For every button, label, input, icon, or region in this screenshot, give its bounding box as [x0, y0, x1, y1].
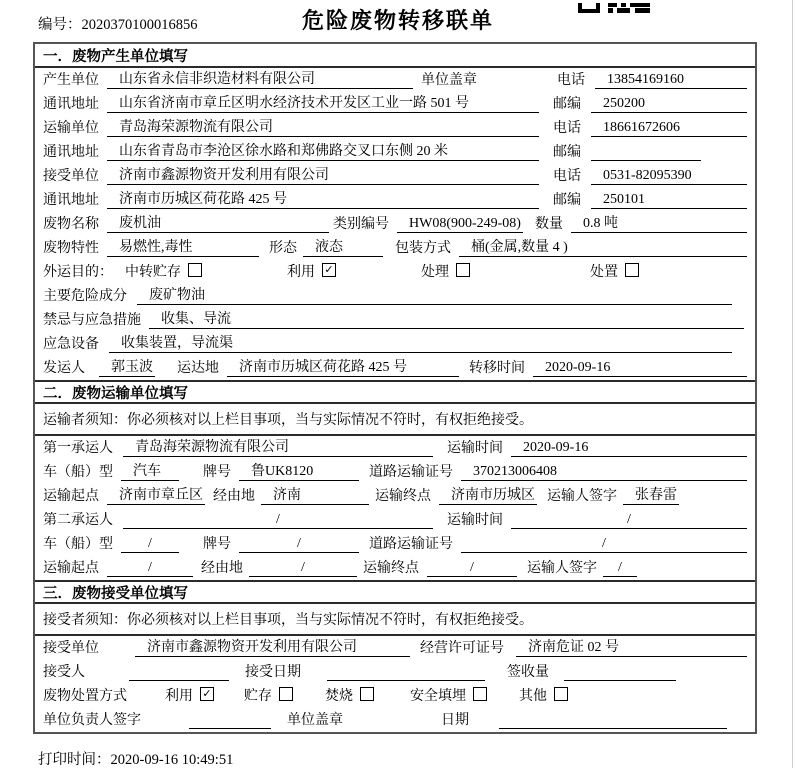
field-label: 废物名称	[43, 217, 99, 232]
manifest-form-table	[33, 42, 757, 734]
field-label: 禁忌与应急措施	[43, 313, 141, 328]
field-label: 运输时间	[447, 513, 503, 528]
checkbox-field	[325, 685, 374, 705]
field-value: /	[123, 512, 433, 529]
field-value: 汽车	[121, 460, 179, 481]
checkbox-field	[244, 685, 293, 705]
field-label: 电话	[557, 73, 585, 88]
checkbox-label: 处置	[590, 265, 618, 280]
field-label: 电话	[553, 169, 581, 184]
page-edge-line	[792, 0, 793, 768]
field-value: 济南市鑫源物资开发利用有限公司	[107, 164, 539, 185]
form-row	[35, 140, 755, 164]
print-time	[38, 748, 233, 768]
field-value: 山东省永信非织造材料有限公司	[107, 68, 413, 89]
field-value: 鲁UK8120	[239, 460, 359, 481]
notice-text: 运输者须知：你必须核对以上栏目事项，当与实际情况不符时，有权拒绝接受。	[43, 413, 533, 428]
checkbox-field	[125, 261, 202, 281]
checkbox-label: 利用	[165, 689, 193, 704]
field-label: 车（船）型	[43, 465, 113, 480]
field-value: 济南危证 02 号	[516, 636, 747, 657]
form-row	[35, 308, 755, 332]
form-row	[35, 660, 755, 684]
notice-text: 接受者须知：你必须核对以上栏目事项，当与实际情况不符时，有权拒绝接受。	[43, 613, 533, 628]
field-label: 接受单位	[43, 169, 99, 184]
page-title: 危险废物转移联单	[301, 8, 494, 33]
field-label: 产生单位	[43, 73, 99, 88]
notice-row	[35, 404, 755, 436]
field-label: 运输人签字	[547, 489, 617, 504]
field-label: 电话	[553, 121, 581, 136]
form-row	[35, 436, 755, 460]
field-label: 经由地	[213, 489, 255, 504]
checkbox-label: 安全填埋	[410, 689, 466, 704]
notice-row	[35, 604, 755, 636]
field-label: 接受日期	[245, 665, 301, 680]
checkbox-checked-icon: ✓	[322, 263, 336, 277]
field-label: 运达地	[177, 361, 219, 376]
field-value: /	[511, 512, 747, 529]
checkbox-field	[165, 685, 214, 705]
field-value: /	[249, 560, 357, 577]
field-label: 通讯地址	[43, 97, 99, 112]
field-value: 收集装置，导流渠	[109, 332, 732, 353]
checkbox-checked-icon: ✓	[200, 687, 214, 701]
field-label: 运输单位	[43, 121, 99, 136]
field-value: 青岛海荣源物流有限公司	[123, 436, 433, 457]
field-label: 废物特性	[43, 241, 99, 256]
checkbox-label: 焚烧	[325, 689, 353, 704]
checkbox-field	[590, 261, 639, 281]
checkbox-field	[421, 261, 470, 281]
form-row	[35, 260, 755, 284]
checkbox-label: 处理	[421, 265, 449, 280]
field-label: 道路运输证号	[369, 537, 453, 552]
form-row	[35, 708, 755, 732]
form-row	[35, 556, 755, 580]
checkbox-field	[410, 685, 487, 705]
checkbox-unchecked-icon	[473, 687, 487, 701]
form-row	[35, 332, 755, 356]
field-label: 经由地	[201, 561, 243, 576]
section-header	[35, 580, 755, 604]
section-title: 三．废物接受单位填写	[43, 585, 188, 602]
field-label: 运输终点	[363, 561, 419, 576]
form-row	[35, 636, 755, 660]
checkbox-unchecked-icon	[625, 263, 639, 277]
field-value	[564, 664, 676, 681]
field-value: 0.8 吨	[571, 212, 747, 233]
section-title: 一．废物产生单位填写	[43, 48, 188, 65]
field-value: 0531-82095390	[591, 168, 747, 185]
field-value: 济南市鑫源物资开发利用有限公司	[135, 636, 410, 657]
field-label: 签收量	[507, 665, 549, 680]
checkbox-label: 利用	[287, 265, 315, 280]
checkbox-field	[519, 685, 568, 705]
doc-number-value: 2020370100016856	[81, 17, 198, 33]
field-value: 济南市历城区荷花路 425 号	[227, 356, 459, 377]
print-time-value: 2020-09-16 10:49:51	[110, 752, 234, 768]
field-label: 第一承运人	[43, 441, 113, 456]
field-value: 济南市历城区荷花路 425 号	[107, 188, 539, 209]
field-label: 通讯地址	[43, 145, 99, 160]
field-value: /	[427, 560, 517, 577]
form-row	[35, 164, 755, 188]
field-value: 液态	[303, 236, 383, 257]
form-row	[35, 188, 755, 212]
section-header	[35, 44, 755, 68]
field-value	[189, 712, 271, 729]
field-value: 废机油	[107, 212, 329, 233]
form-row	[35, 684, 755, 708]
field-value: 2020-09-16	[511, 440, 747, 457]
form-row	[35, 532, 755, 556]
field-label: 经营许可证号	[420, 641, 504, 656]
form-row	[35, 284, 755, 308]
field-value: 废矿物油	[137, 284, 732, 305]
form-row	[35, 236, 755, 260]
section-header	[35, 380, 755, 404]
field-value: 2020-09-16	[533, 360, 747, 377]
field-label: 包装方式	[395, 241, 451, 256]
checkbox-field	[287, 261, 336, 281]
field-value	[499, 712, 727, 729]
checkbox-label: 贮存	[244, 689, 272, 704]
field-label: 牌号	[203, 537, 231, 552]
form-row	[35, 508, 755, 532]
form-row	[35, 116, 755, 140]
doc-number-label: 编号：	[38, 17, 82, 33]
field-value: /	[121, 536, 179, 553]
field-value: 收集、导流	[149, 308, 744, 329]
field-value	[591, 144, 701, 161]
field-label: 第二承运人	[43, 513, 113, 528]
field-value: 张春雷	[623, 484, 679, 505]
field-label: 邮编	[553, 97, 581, 112]
field-label: 外运目的：	[43, 265, 113, 280]
field-label: 通讯地址	[43, 193, 99, 208]
field-label: 主要危险成分	[43, 289, 127, 304]
section-title: 二．废物运输单位填写	[43, 385, 188, 402]
field-value: 济南市历城区	[439, 484, 537, 505]
field-label: 运输起点	[43, 561, 99, 576]
field-value: /	[239, 536, 359, 553]
field-value: HW08(900-249-08)	[397, 216, 523, 233]
field-label: 日期	[441, 713, 469, 728]
field-label: 发运人	[43, 361, 85, 376]
field-value: 250101	[591, 192, 747, 209]
field-label: 应急设备	[43, 337, 99, 352]
form-row	[35, 356, 755, 380]
field-value: 山东省青岛市李沧区徐水路和郑佛路交叉口东侧 20 米	[107, 140, 539, 161]
field-label: 接受单位	[43, 641, 99, 656]
form-row	[35, 212, 755, 236]
field-value	[129, 664, 229, 681]
field-value: 郭玉波	[99, 356, 155, 377]
checkbox-unchecked-icon	[456, 263, 470, 277]
field-label: 类别编号	[333, 217, 389, 232]
field-label: 道路运输证号	[369, 465, 453, 480]
field-label: 单位盖章	[287, 713, 343, 728]
field-value: 济南	[261, 484, 369, 505]
field-label: 运输人签字	[527, 561, 597, 576]
field-label: 形态	[269, 241, 297, 256]
field-label: 废物处置方式	[43, 689, 127, 704]
field-value: 370213006408	[461, 464, 747, 481]
field-label: 数量	[534, 217, 563, 232]
field-value: 13854169160	[595, 72, 747, 89]
field-label: 单位盖章	[421, 73, 477, 88]
field-value: /	[461, 536, 747, 553]
checkbox-unchecked-icon	[360, 687, 374, 701]
print-time-label: 打印时间：	[38, 752, 111, 768]
field-value: 18661672606	[591, 120, 747, 137]
field-value: 山东省济南市章丘区明水经济技术开发区工业一路 501 号	[107, 92, 539, 113]
form-row	[35, 68, 755, 92]
field-label: 接受人	[43, 665, 85, 680]
field-value: /	[603, 560, 637, 577]
checkbox-label: 中转贮存	[125, 265, 181, 280]
checkbox-unchecked-icon	[188, 263, 202, 277]
field-value: 青岛海荣源物流有限公司	[107, 116, 539, 137]
form-row	[35, 460, 755, 484]
form-row	[35, 92, 755, 116]
field-label: 运输终点	[375, 489, 431, 504]
field-label: 转移时间	[469, 361, 525, 376]
checkbox-label: 其他	[519, 689, 547, 704]
form-row	[35, 484, 755, 508]
field-label: 牌号	[203, 465, 231, 480]
field-value: /	[107, 560, 193, 577]
field-label: 邮编	[553, 145, 581, 160]
field-value: 桶(金属,数量 4 )	[459, 236, 747, 257]
field-label: 单位负责人签字	[43, 713, 141, 728]
field-label: 运输起点	[43, 489, 99, 504]
field-value: 济南市章丘区	[107, 484, 205, 505]
field-value: 250200	[591, 96, 747, 113]
checkbox-unchecked-icon	[279, 687, 293, 701]
checkbox-unchecked-icon	[554, 687, 568, 701]
field-label: 运输时间	[447, 441, 503, 456]
field-value: 易燃性,毒性	[107, 236, 259, 257]
field-value	[327, 664, 485, 681]
qr-code-icon	[578, 0, 654, 10]
field-label: 车（船）型	[43, 537, 113, 552]
field-label: 邮编	[553, 193, 581, 208]
